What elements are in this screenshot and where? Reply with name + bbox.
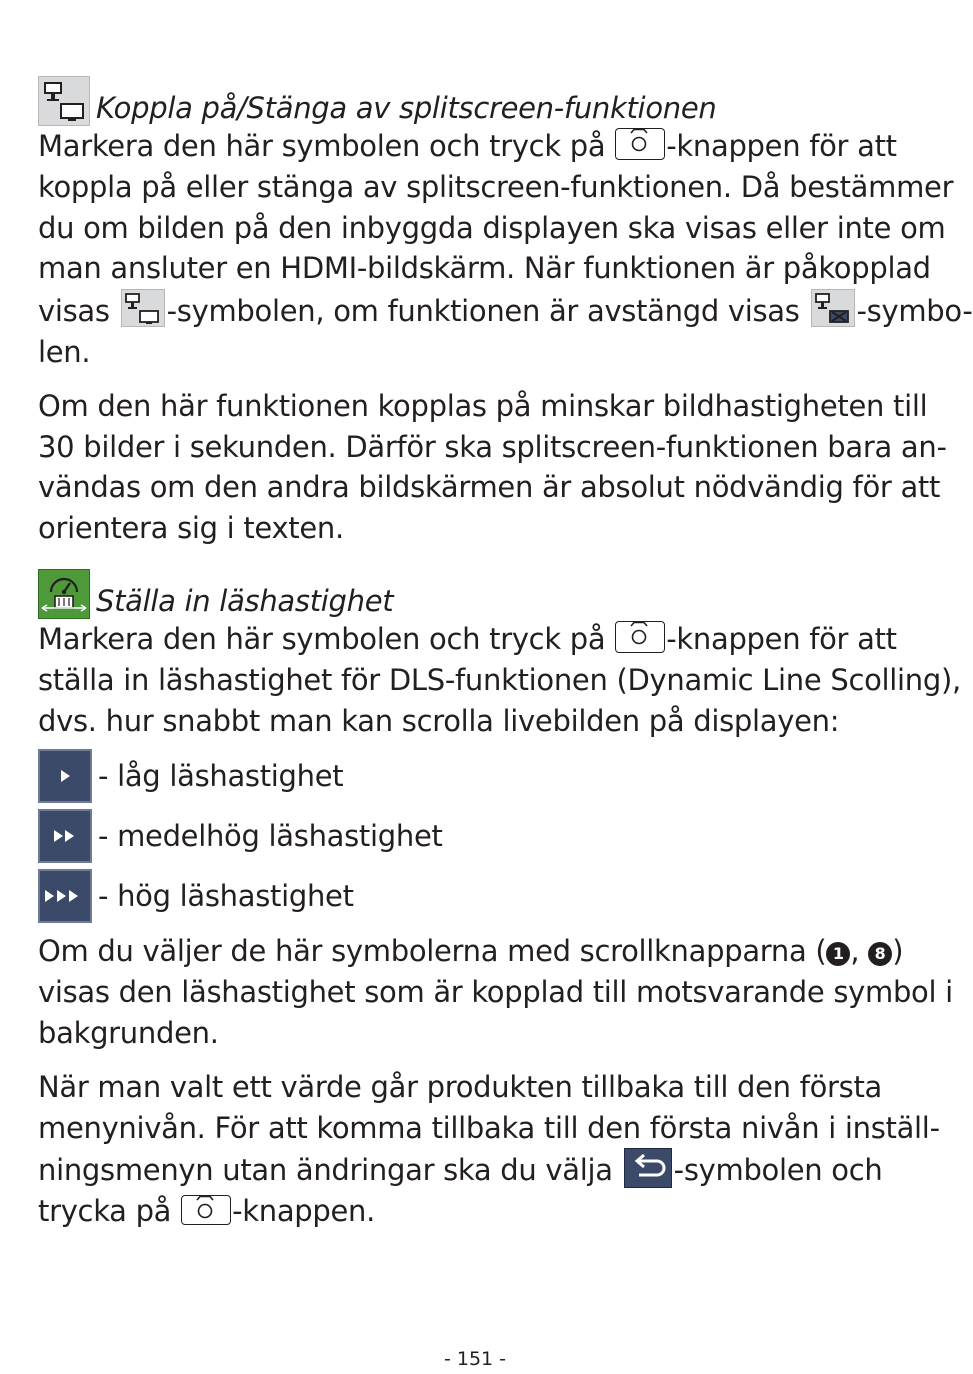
speed-list [38,747,938,925]
speed-item: - hög läshastighet [38,867,938,925]
section-title: Ställa in läshastighet [96,583,394,618]
split-screen-on-icon [121,289,165,327]
camera-button-icon [615,621,665,653]
speed-item: - låg läshastighet [38,747,938,805]
split-screen-off-icon [811,289,855,327]
paragraph: Markera den här symbolen och tryck på -knappen för att koppla på eller stänga av splitscreen-funktionen. Då bestämmer du om bilden på den inbyggda displayen ska visas eller inte om man ansluter en HDMI-bildskärm. När funktionen är påkopplad visas -symbolen, om funktionen är avstängd visas -symbo- len. [38,129,973,369]
paragraph: Markera den här symbolen och tryck på -knappen för att ställa in läshastighet för DLS-funktionen (Dynamic Line Scolling), dvs. hur snabbt man kan scrolla livebilden på displayen: [38,621,961,738]
paragraph: Om du väljer de här symbolerna med scrollknapparna ( 1 , 8 ) visas den läshastighet som är kopplad till motsvarande symbol i bakgrunden. [38,934,953,1050]
camera-button-icon [615,128,665,160]
camera-button-icon [181,1195,231,1225]
back-arrow-icon [624,1148,672,1188]
play-medium-icon [38,809,92,863]
paragraph: När man valt ett värde går produkten tillbaka till den första menynivån. För att komma tillbaka till den första nivån i inställ- ningsmenyn utan ändringar ska du välja -symbolen och trycka på -knappen. [38,1069,940,1229]
reading-speed-icon [38,569,90,619]
section-heading-reading-speed [38,563,938,619]
scroll-button-number: 1 [826,942,850,966]
split-screen-icon [38,76,90,126]
manual-page [38,70,973,1232]
section-heading-splitscreen [38,70,938,126]
play-fast-icon [38,869,92,923]
section-title: Koppla på/Stänga av splitscreen-funktionen [96,91,717,125]
paragraph: Om den här funktionen kopplas på minskar bildhastigheten till 30 bilder i sekunden. Därför ska splitscreen-funktionen bara an- vändas om den andra bildskärmen är absolut nödvändig för att orientera sig i texten. [38,388,947,546]
play-slow-icon [38,749,92,803]
scroll-button-number: 8 [868,942,892,966]
speed-item: - medelhög läshastighet [38,807,938,865]
page-number: - 151 - [443,1348,507,1370]
